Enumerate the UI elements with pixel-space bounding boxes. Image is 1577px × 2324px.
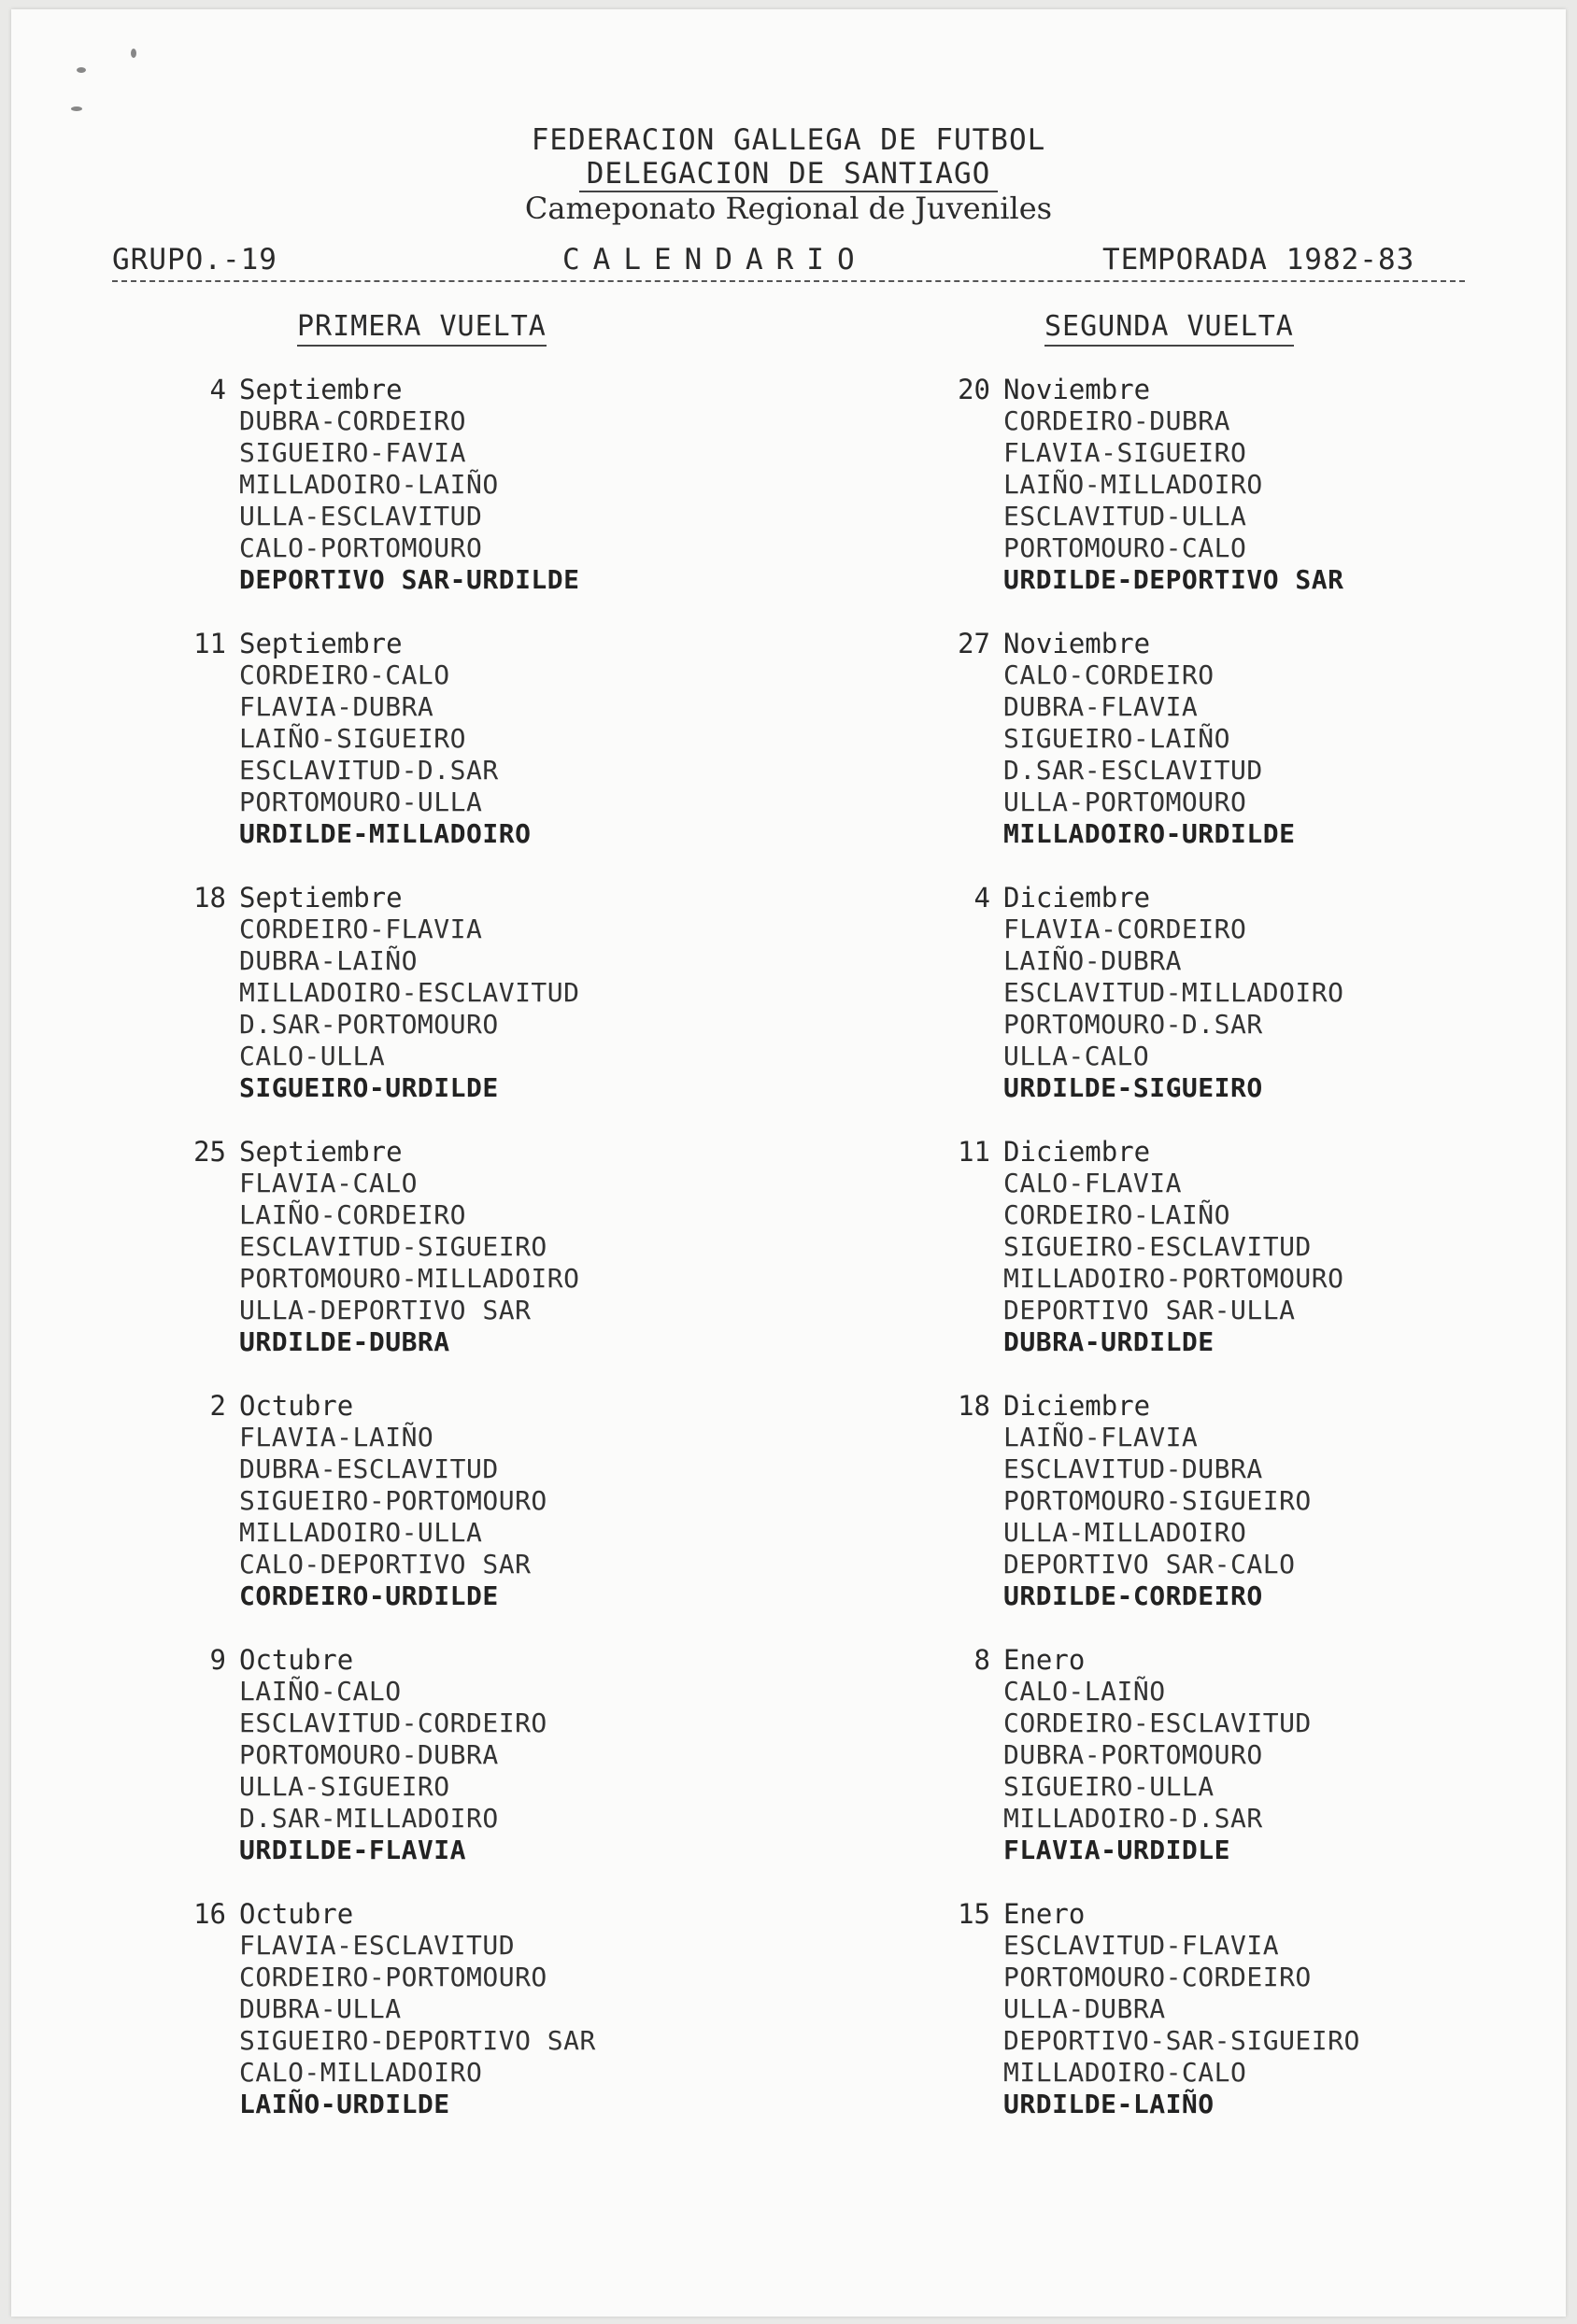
matchday — [944, 1390, 1577, 1644]
match-fixture: FLAVIA-CALO — [239, 1168, 418, 1198]
match-fixture: FLAVIA-DUBRA — [239, 691, 434, 722]
match-fixture: SIGUEIRO-URDILDE — [239, 1072, 499, 1103]
delegation-title — [11, 157, 1566, 191]
match-fixture: LAIÑO-CORDEIRO — [239, 1199, 467, 1230]
match-fixture: CALO-CORDEIRO — [1003, 659, 1215, 690]
match-fixture: LAIÑO-DUBRA — [1003, 945, 1182, 976]
match-fixture: MILLADOIRO-CALO — [1003, 2057, 1247, 2088]
matchday-day: 18 — [958, 1390, 990, 1422]
matchday-day: 9 — [209, 1644, 226, 1676]
matchday-date — [179, 882, 908, 914]
match-fixture: DEPORTIVO SAR-URDILDE — [239, 564, 580, 595]
matchday — [179, 1898, 908, 2152]
first-leg-title — [297, 310, 547, 343]
matchday — [944, 882, 1577, 1136]
matchday-date — [944, 374, 1577, 405]
matchday-date — [179, 1136, 908, 1168]
match-fixture: DUBRA-LAIÑO — [239, 945, 418, 976]
calendar-label: CALENDARIO — [562, 243, 868, 276]
ink-mark — [131, 49, 136, 58]
match-fixture: SIGUEIRO-ULLA — [1003, 1771, 1215, 1802]
match-fixture: PORTOMOURO-D.SAR — [1003, 1009, 1263, 1040]
match-fixture: ESCLAVITUD-CORDEIRO — [239, 1708, 547, 1738]
matchday-date — [944, 1644, 1577, 1676]
matchday-day: 4 — [209, 374, 226, 405]
matchday — [944, 374, 1577, 628]
delegation-text: DELEGACION DE SANTIAGO — [579, 157, 999, 192]
matchday-month: Diciembre — [1003, 882, 1151, 914]
match-fixture: CALO-LAIÑO — [1003, 1676, 1166, 1707]
match-fixture: URDILDE-DUBRA — [239, 1326, 450, 1357]
match-fixture: MILLADOIRO-D.SAR — [1003, 1803, 1263, 1834]
match-fixture: LAIÑO-URDILDE — [239, 2089, 450, 2119]
matchday — [944, 1136, 1577, 1390]
match-fixture: FLAVIA-CORDEIRO — [1003, 914, 1247, 944]
match-fixture: ESCLAVITUD-DUBRA — [1003, 1453, 1263, 1484]
match-fixture: LAIÑO-SIGUEIRO — [239, 723, 467, 754]
match-fixture: CORDEIRO-URDILDE — [239, 1580, 499, 1611]
match-fixture: SIGUEIRO-FAVIA — [239, 437, 467, 468]
matchday-date — [944, 1136, 1577, 1168]
federation-title: FEDERACION GALLEGA DE FUTBOL — [531, 123, 1046, 157]
match-fixture: LAIÑO-CALO — [239, 1676, 402, 1707]
matchday-month: Septiembre — [239, 882, 403, 914]
group-label: GRUPO.-19 — [112, 243, 277, 276]
match-fixture: ULLA-PORTOMOURO — [1003, 786, 1247, 817]
match-fixture: PORTOMOURO-ULLA — [239, 786, 483, 817]
matchday-date — [944, 628, 1577, 659]
match-fixture: CORDEIRO-ESCLAVITUD — [1003, 1708, 1312, 1738]
matchday — [944, 1898, 1577, 2152]
matchday-month: Septiembre — [239, 374, 403, 405]
match-fixture: D.SAR-PORTOMOURO — [239, 1009, 499, 1040]
match-fixture: DEPORTIVO-SAR-SIGUEIRO — [1003, 2025, 1360, 2056]
match-fixture: LAIÑO-FLAVIA — [1003, 1422, 1199, 1452]
matchday-month: Octubre — [239, 1644, 354, 1676]
match-fixture: SIGUEIRO-ESCLAVITUD — [1003, 1231, 1312, 1262]
match-fixture: CORDEIRO-CALO — [239, 659, 450, 690]
match-fixture: CALO-DEPORTIVO SAR — [239, 1549, 532, 1580]
match-fixture: CALO-FLAVIA — [1003, 1168, 1182, 1198]
second-leg-title-text: SEGUNDA VUELTA — [1044, 310, 1294, 347]
match-fixture: ESCLAVITUD-MILLADOIRO — [1003, 977, 1344, 1008]
season-label: TEMPORADA 1982-83 — [1102, 243, 1415, 276]
second-leg-title — [1044, 310, 1294, 343]
matchday-day: 20 — [958, 374, 990, 405]
match-fixture: PORTOMOURO-MILLADOIRO — [239, 1263, 580, 1294]
match-fixture: FLAVIA-LAIÑO — [239, 1422, 434, 1452]
matchday-month: Octubre — [239, 1390, 354, 1422]
matchday — [179, 882, 908, 1136]
match-fixture: FLAVIA-URDIDLE — [1003, 1835, 1231, 1865]
match-fixture: D.SAR-ESCLAVITUD — [1003, 755, 1263, 786]
match-fixture: DUBRA-ESCLAVITUD — [239, 1453, 499, 1484]
matchday-date — [179, 1898, 908, 1930]
match-fixture: DUBRA-CORDEIRO — [239, 405, 467, 436]
match-fixture: CORDEIRO-DUBRA — [1003, 405, 1231, 436]
matchday — [179, 1136, 908, 1390]
matchday-day: 27 — [958, 628, 990, 659]
match-fixture: URDILDE-DEPORTIVO SAR — [1003, 564, 1344, 595]
match-fixture: ESCLAVITUD-FLAVIA — [1003, 1930, 1280, 1961]
second-leg-column — [944, 374, 1577, 2152]
matchday-day: 11 — [958, 1136, 990, 1168]
matchday-day: 4 — [973, 882, 990, 914]
matchday-date — [944, 1898, 1577, 1930]
match-fixture: CORDEIRO-PORTOMOURO — [239, 1962, 547, 1992]
matchday-day: 8 — [973, 1644, 990, 1676]
match-fixture: CALO-MILLADOIRO — [239, 2057, 483, 2088]
matchday-date — [944, 882, 1577, 914]
match-fixture: PORTOMOURO-SIGUEIRO — [1003, 1485, 1312, 1516]
match-fixture: SIGUEIRO-LAIÑO — [1003, 723, 1231, 754]
match-fixture: D.SAR-MILLADOIRO — [239, 1803, 499, 1834]
match-fixture: CORDEIRO-LAIÑO — [1003, 1199, 1231, 1230]
match-fixture: URDILDE-CORDEIRO — [1003, 1580, 1263, 1611]
ink-mark — [77, 67, 86, 73]
match-fixture: ESCLAVITUD-ULLA — [1003, 501, 1247, 531]
header-divider — [112, 280, 1465, 282]
match-fixture: ULLA-ESCLAVITUD — [239, 501, 483, 531]
document-page — [11, 9, 1566, 2317]
match-fixture: MILLADOIRO-LAIÑO — [239, 469, 499, 500]
matchday-day: 11 — [193, 628, 226, 659]
matchday-date — [179, 1644, 908, 1676]
matchday — [179, 628, 908, 882]
matchday-day: 16 — [193, 1898, 226, 1930]
match-fixture: CALO-PORTOMOURO — [239, 532, 483, 563]
matchday-month: Enero — [1003, 1898, 1086, 1930]
matchday-month: Noviembre — [1003, 374, 1151, 405]
matchday-day: 15 — [958, 1898, 990, 1930]
matchday-date — [179, 1390, 908, 1422]
match-fixture: DUBRA-URDILDE — [1003, 1326, 1215, 1357]
match-fixture: ESCLAVITUD-D.SAR — [239, 755, 499, 786]
matchday-month: Enero — [1003, 1644, 1086, 1676]
match-fixture: ULLA-DEPORTIVO SAR — [239, 1295, 532, 1325]
match-fixture: URDILDE-MILLADOIRO — [239, 818, 532, 849]
match-fixture: CALO-ULLA — [239, 1041, 386, 1071]
match-fixture: LAIÑO-MILLADOIRO — [1003, 469, 1263, 500]
matchday-date — [944, 1390, 1577, 1422]
matchday-date — [179, 374, 908, 405]
ink-mark — [71, 106, 82, 111]
match-fixture: DEPORTIVO SAR-ULLA — [1003, 1295, 1296, 1325]
match-fixture: URDILDE-FLAVIA — [239, 1835, 467, 1865]
match-fixture: ULLA-CALO — [1003, 1041, 1150, 1071]
match-fixture: URDILDE-LAIÑO — [1003, 2089, 1215, 2119]
matchday-month: Octubre — [239, 1898, 354, 1930]
first-leg-column — [179, 374, 908, 2152]
match-fixture: PORTOMOURO-CALO — [1003, 532, 1247, 563]
match-fixture: MILLADOIRO-PORTOMOURO — [1003, 1263, 1344, 1294]
matchday-month: Septiembre — [239, 1136, 403, 1168]
matchday-day: 25 — [193, 1136, 226, 1168]
match-fixture: MILLADOIRO-ULLA — [239, 1517, 483, 1548]
matchday — [179, 1644, 908, 1898]
match-fixture: SIGUEIRO-DEPORTIVO SAR — [239, 2025, 596, 2056]
match-fixture: DEPORTIVO SAR-CALO — [1003, 1549, 1296, 1580]
match-fixture: ULLA-MILLADOIRO — [1003, 1517, 1247, 1548]
match-fixture: ULLA-SIGUEIRO — [239, 1771, 450, 1802]
matchday — [179, 1390, 908, 1644]
match-fixture: MILLADOIRO-ESCLAVITUD — [239, 977, 580, 1008]
matchday-date — [179, 628, 908, 659]
matchday-day: 2 — [209, 1390, 226, 1422]
match-fixture: ULLA-DUBRA — [1003, 1993, 1166, 2024]
match-fixture: FLAVIA-ESCLAVITUD — [239, 1930, 516, 1961]
matchday — [944, 628, 1577, 882]
matchday-month: Diciembre — [1003, 1136, 1151, 1168]
match-fixture: DUBRA-FLAVIA — [1003, 691, 1199, 722]
match-fixture: PORTOMOURO-CORDEIRO — [1003, 1962, 1312, 1992]
match-fixture: MILLADOIRO-URDILDE — [1003, 818, 1296, 849]
matchday-month: Noviembre — [1003, 628, 1151, 659]
match-fixture: DUBRA-PORTOMOURO — [1003, 1739, 1263, 1770]
match-fixture: URDILDE-SIGUEIRO — [1003, 1072, 1263, 1103]
matchday-day: 18 — [193, 882, 226, 914]
match-fixture: SIGUEIRO-PORTOMOURO — [239, 1485, 547, 1516]
first-leg-title-text: PRIMERA VUELTA — [297, 310, 547, 347]
match-fixture: PORTOMOURO-DUBRA — [239, 1739, 499, 1770]
matchday — [944, 1644, 1577, 1898]
matchday-month: Diciembre — [1003, 1390, 1151, 1422]
match-fixture: ESCLAVITUD-SIGUEIRO — [239, 1231, 547, 1262]
match-fixture: CORDEIRO-FLAVIA — [239, 914, 483, 944]
match-fixture: FLAVIA-SIGUEIRO — [1003, 437, 1247, 468]
matchday-month: Septiembre — [239, 628, 403, 659]
championship-title: Cameponato Regional de Juveniles — [524, 191, 1053, 226]
matchday — [179, 374, 908, 628]
match-fixture: DUBRA-ULLA — [239, 1993, 402, 2024]
